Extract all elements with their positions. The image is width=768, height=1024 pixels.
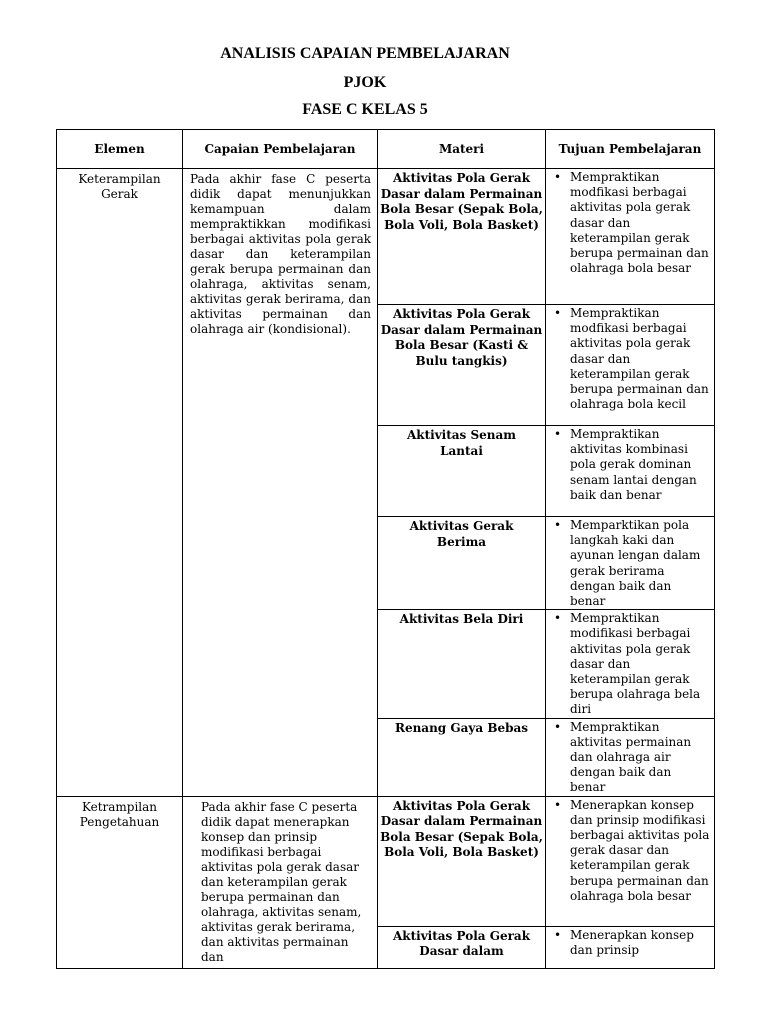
- header-capaian: Capaian Pembelajaran: [183, 130, 378, 169]
- bullet-icon: •: [554, 518, 562, 532]
- list-item: • Mempraktikan aktivitas permainan dan olahraga air dengan baik dan benar: [554, 719, 692, 795]
- elemen-cell: [57, 796, 183, 968]
- materi-cell: Aktivitas Bela Diri: [378, 610, 546, 718]
- materi-cell: Aktivitas Gerak Berima: [378, 517, 546, 610]
- bullet-icon: •: [554, 611, 562, 626]
- table-row: [57, 169, 715, 305]
- bullet-icon: •: [554, 719, 562, 734]
- materi-cell: Aktivitas Pola Gerak Dasar dalam: [378, 926, 546, 968]
- header-materi: Materi: [378, 130, 546, 169]
- tujuan-cell: [546, 796, 715, 926]
- analysis-table: [56, 129, 715, 969]
- document-subject: PJOK: [343, 74, 387, 91]
- tujuan-cell: [546, 426, 715, 517]
- document-phase-class: FASE C KELAS 5: [302, 101, 428, 118]
- bullet-icon: •: [554, 797, 562, 812]
- tujuan-cell: [546, 926, 715, 968]
- tujuan-cell: [546, 169, 715, 305]
- list-item: • Mempraktikan modifikasi berbagai aktivitas pola gerak dasar dan keterampilan gerak berupa olahraga bela diri: [554, 611, 701, 717]
- elemen-text: Keterampilan Gerak: [78, 172, 161, 201]
- bullet-icon: •: [554, 306, 562, 320]
- table-row: [57, 796, 715, 926]
- header-tujuan: Tujuan Pembelajaran: [546, 130, 715, 169]
- document-title: ANALISIS CAPAIAN PEMBELAJARAN: [220, 45, 510, 62]
- bullet-icon: •: [554, 927, 562, 942]
- list-item: • Mempraktikan modfikasi berbagai aktivitas pola gerak dasar dan keterampilan gerak berupa permainan dan olahraga bola besar: [554, 170, 709, 276]
- tujuan-cell: [546, 305, 715, 426]
- tujuan-cell: [546, 517, 715, 610]
- tujuan-cell: [546, 610, 715, 718]
- table-header-row: [57, 130, 715, 169]
- capaian-cell: Pada akhir fase C peserta didik dapat menunjukkan kemampuan dalam mempraktikkan modifikasi berbagai aktivitas pola gerak dasar dan keterampilan gerak berupa permainan dan olahraga, aktivitas senam, aktivitas gerak berirama, dan aktivitas permainan dan olahraga air (kondisional).: [183, 169, 378, 797]
- list-item: • Mempraktikan aktivitas kombinasi pola gerak dominan senam lantai dengan baik dan benar: [554, 427, 697, 502]
- materi-cell: Aktivitas Pola Gerak Dasar dalam Permainan Bola Besar (Sepak Bola, Bola Voli, Bola Basket): [378, 169, 546, 305]
- bullet-icon: •: [554, 170, 562, 184]
- materi-cell: Aktivitas Senam Lantai: [378, 426, 546, 517]
- tujuan-cell: [546, 718, 715, 796]
- bullet-icon: •: [554, 427, 562, 441]
- list-item: • Mempraktikan modfikasi berbagai aktivitas pola gerak dasar dan keterampilan gerak berupa permainan dan olahraga bola kecil: [554, 306, 709, 412]
- list-item: • Menerapkan konsep dan prinsip modifikasi berbagai aktivitas pola gerak dasar dan keterampilan gerak berupa permainan dan olahraga bola besar: [554, 797, 710, 903]
- materi-cell: Renang Gaya Bebas: [378, 718, 546, 796]
- list-item: • Menerapkan konsep dan prinsip: [554, 927, 694, 957]
- capaian-cell: Pada akhir fase C peserta didik dapat menerapkan konsep dan prinsip modifikasi berbagai aktivitas pola gerak dasar dan keterampilan gerak berupa permainan dan olahraga, aktivitas senam, aktivitas gerak berirama, dan aktivitas permainan dan: [183, 796, 378, 968]
- materi-cell: Aktivitas Pola Gerak Dasar dalam Permainan Bola Besar (Sepak Bola, Bola Voli, Bola Basket): [378, 796, 546, 926]
- elemen-text: Ketrampilan Pengetahuan: [79, 799, 160, 829]
- materi-cell: Aktivitas Pola Gerak Dasar dalam Permainan Bola Besar (Kasti & Bulu tangkis): [378, 305, 546, 426]
- list-item: • Memparktikan pola langkah kaki dan ayunan lengan dalam gerak berirama dengan baik dan benar: [554, 518, 701, 609]
- header-elemen: Elemen: [57, 130, 183, 169]
- elemen-cell: [57, 169, 183, 797]
